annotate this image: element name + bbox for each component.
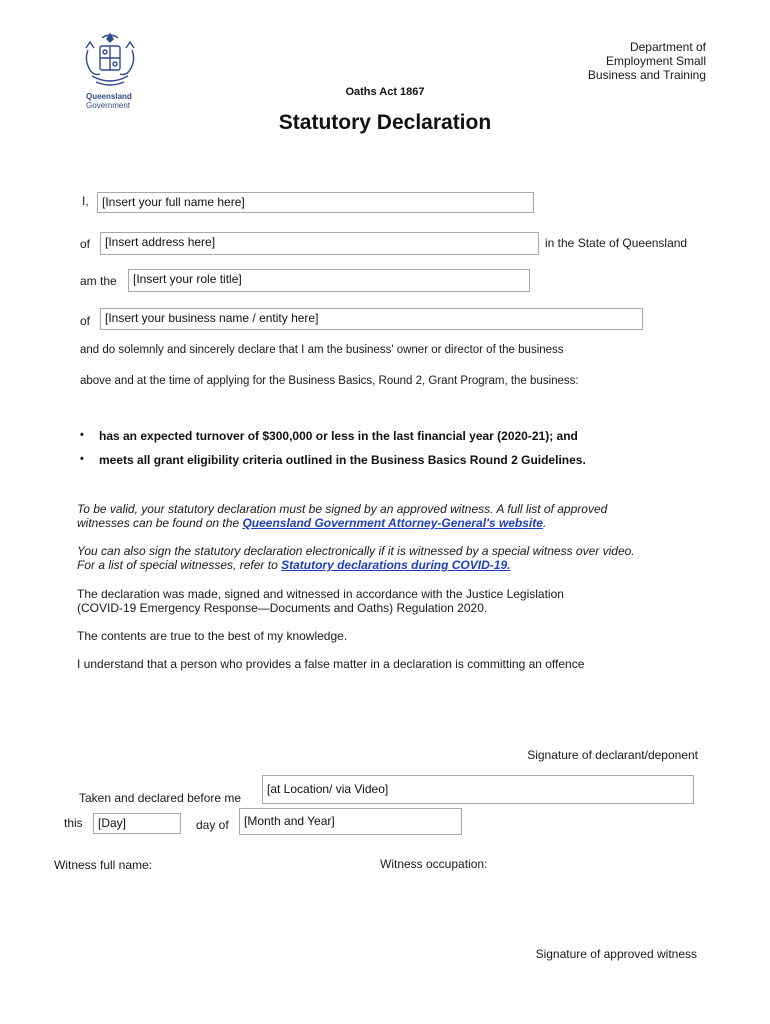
- coat-of-arms-icon: [78, 30, 142, 94]
- declare-line-1: and do solemnly and sincerely declare that I am the business' owner or director of the business: [80, 344, 564, 356]
- list-item: [80, 453, 586, 477]
- valid-line-1: To be valid, your statutory declaration must be signed by an approved witness. A full list of approved: [77, 502, 608, 516]
- role-title-field[interactable]: [Insert your role title]: [128, 269, 530, 292]
- department-line-2: Employment Small: [605, 54, 706, 68]
- offence-statement: I understand that a person who provides a false matter in a declaration is committing an offence: [77, 657, 585, 671]
- declarant-signature-label: Signature of declarant/deponent: [527, 748, 698, 762]
- attorney-general-link[interactable]: Queensland Government Attorney-General's website: [242, 516, 543, 530]
- day-of-label: day of: [196, 818, 229, 832]
- day-field[interactable]: [Day]: [93, 813, 181, 834]
- valid-line-2-suffix: .: [542, 516, 547, 530]
- this-label: this: [64, 816, 83, 830]
- of-label: of: [80, 237, 91, 251]
- act-label: Oaths Act 1867: [345, 86, 425, 98]
- month-year-field[interactable]: [Month and Year]: [239, 808, 462, 835]
- valid-line-2: [77, 516, 607, 530]
- criteria-eligibility: meets all grant eligibility criteria outlined in the Business Basics Round 2 Guidelines.: [99, 453, 586, 467]
- address-field[interactable]: [Insert address here]: [100, 232, 539, 255]
- video-line-1: You can also sign the statutory declaration electronically if it is witnessed by a special witness over video.: [77, 544, 635, 558]
- made-line-2: (COVID-19 Emergency Response—Documents and Oaths) Regulation 2020.: [77, 601, 488, 615]
- department-line-1: Department of: [629, 40, 706, 54]
- criteria-list: [80, 429, 586, 477]
- witness-occupation-label: Witness occupation:: [380, 857, 488, 871]
- true-statement: The contents are true to the best of my knowledge.: [77, 629, 348, 643]
- criteria-turnover: has an expected turnover of $300,000 or less in the last financial year (2020-21); and: [99, 429, 578, 443]
- declare-line-2: above and at the time of applying for the Business Basics, Round 2, Grant Program, the business:: [80, 375, 579, 387]
- business-name-field[interactable]: [Insert your business name / entity here]: [100, 308, 643, 330]
- logo-text-line2: Government: [86, 101, 131, 110]
- valid-line-2-prefix: witnesses can be found on the: [77, 516, 243, 530]
- department-line-3: Business and Training: [587, 68, 706, 82]
- logo-text-line1: Queensland: [86, 92, 132, 101]
- department-name: [588, 40, 706, 82]
- i-label: I,: [82, 194, 89, 208]
- list-item: [80, 429, 586, 453]
- witness-signature-label: Signature of approved witness: [535, 947, 697, 961]
- bullet-icon: •: [80, 453, 84, 465]
- taken-declared-label: Taken and declared before me: [79, 791, 242, 805]
- am-the-label: am the: [80, 274, 117, 288]
- location-field[interactable]: [at Location/ via Video]: [262, 775, 694, 804]
- video-paragraph: [77, 544, 635, 572]
- bullet-icon: •: [80, 429, 84, 441]
- covid-declarations-link[interactable]: Statutory declarations during COVID-19.: [281, 558, 511, 572]
- of-label-2: of: [80, 314, 91, 328]
- page-title: Statutory Declaration: [278, 111, 492, 134]
- video-line-2: [77, 558, 635, 572]
- full-name-field[interactable]: [Insert your full name here]: [97, 192, 534, 213]
- made-line-1: The declaration was made, signed and witnessed in accordance with the Justice Legislation: [77, 587, 564, 601]
- video-line-2-prefix: For a list of special witnesses, refer to: [77, 558, 282, 572]
- queensland-government-logo: [78, 30, 142, 110]
- state-text: in the State of Queensland: [545, 236, 688, 250]
- valid-paragraph: [77, 502, 607, 530]
- made-paragraph: [77, 587, 564, 615]
- witness-name-label: Witness full name:: [54, 858, 153, 872]
